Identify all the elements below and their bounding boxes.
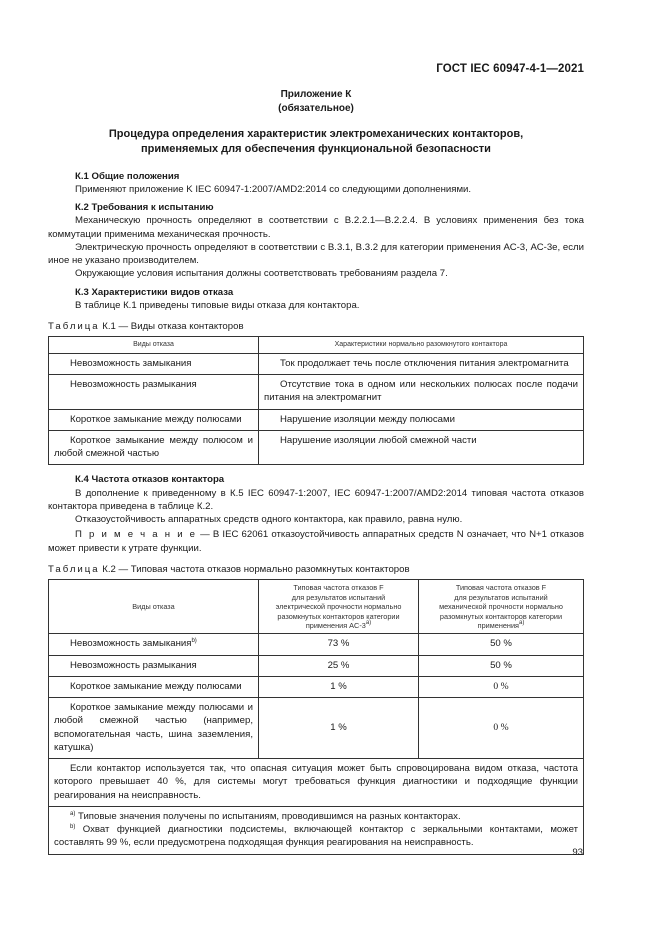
header-line: для результатов испытаний <box>454 592 548 602</box>
section-k3-paragraph: В таблице К.1 приведены типовые виды отказа для контактора. <box>75 299 360 311</box>
footnote-ref: a) <box>365 620 372 626</box>
section-k1-paragraph: Применяют приложение K IEC 60947-1:2007/AMD2:2014 со следующими дополнениями. <box>75 184 472 196</box>
header-line: применения$^{a)}$ <box>477 620 525 630</box>
table-cell <box>259 354 584 375</box>
table-k2-caption-text: К.2 — Типовая частота отказов нормально разомкнутых контакторов <box>102 563 410 575</box>
table-footnotes <box>49 806 584 854</box>
table-cell <box>49 354 259 375</box>
failure-mode: Короткое замыкание между полюсом и любой смежной частью <box>54 434 253 460</box>
annex-heading-line1: Процедура определения характеристик электромеханических контакторов, <box>108 128 524 140</box>
electrical-frequency: 1 % <box>259 676 419 697</box>
table-row <box>49 409 584 430</box>
table-footnotes-row <box>49 806 584 854</box>
failure-mode: Невозможность размыкания <box>70 659 197 671</box>
footnote-ref: b) <box>191 638 197 645</box>
mechanical-frequency: 50 % <box>419 634 584 655</box>
table-header-cell: Характеристики нормально разомкнутого контактора <box>259 337 584 354</box>
section-k4-note <box>48 528 584 554</box>
section-k4-paragraph-2: Отказоустойчивость аппаратных средств одного контактора, как правило, равна нулю. <box>75 514 463 526</box>
table-row <box>49 698 584 759</box>
annex-status: (обязательное) <box>278 102 354 114</box>
section-k1-title: К.1 Общие положения <box>75 170 180 182</box>
table-row <box>49 676 584 697</box>
header-line: механической прочности нормально <box>439 602 563 612</box>
table-row <box>49 655 584 676</box>
table-cell <box>49 409 259 430</box>
table-note: Если контактор используется так, что опасная ситуация может быть спровоцирована видом отказа, частота которого превышает 40 %, для системы могут требоваться функция диагностики и подходящие функции реагирования на неисправность. <box>49 759 584 807</box>
section-k2-paragraph-2: Электрическую прочность определяют в соответствии с В.3.1, В.3.2 для категории применения АС-3, АС-3е, если иное не указано производителем. <box>48 241 584 267</box>
table-k1-caption-label: Таблица <box>48 321 100 333</box>
table-header-cell: Виды отказа <box>49 337 259 354</box>
header-line: для результатов испытаний <box>291 592 386 602</box>
table-cell <box>49 655 259 676</box>
table-cell <box>49 430 259 464</box>
note-label: П р и м е ч а н и е <box>75 529 198 541</box>
standard-code: ГОСТ IEC 60947-4-1—2021 <box>436 63 584 75</box>
electrical-frequency: 1 % <box>259 698 419 759</box>
failure-mode: Невозможность размыкания <box>70 379 197 391</box>
failure-mode: Невозможность замыкания$^{b)}$ <box>70 638 197 650</box>
section-k4-title: К.4 Частота отказов контактора <box>75 474 225 486</box>
section-k2-paragraph-1: Механическую прочность определяют в соответствии с В.2.2.1—В.2.2.4. В условиях применения без тока коммутации применима механическая прочность. <box>48 215 584 240</box>
table-cell <box>259 430 584 464</box>
table-k1 <box>48 336 584 465</box>
table-cell <box>259 375 584 409</box>
footnote-b: $^{b)}$ Охват функцией диагностики подсистемы, включающей контактор с зеркальными контактами, может составлять 99 %, если предусмотрена подходящая функция реагирования на неисправность. <box>54 824 578 849</box>
section-k4-paragraph-1: В дополнение к приведенному в К.5 IEC 60947-1:2007, IEC 60947-1:2007/AMD2:2014 типовая частота отказов контактора приведена в таблице К.2. <box>48 487 584 512</box>
table-header-cell-electrical <box>259 580 419 634</box>
table-k2-caption <box>48 563 584 576</box>
table-cell <box>49 634 259 655</box>
failure-characteristic: Нарушение изоляции между полюсами <box>280 413 455 425</box>
table-k2 <box>48 579 584 854</box>
table-k1-caption <box>48 320 584 333</box>
page-content <box>48 88 584 855</box>
failure-mode: Короткое замыкание между полюсами <box>70 680 242 692</box>
failure-characteristic: Ток продолжает течь после отключения питания электромагнита <box>280 358 569 370</box>
header-line: электрической прочности нормально <box>275 602 402 612</box>
table-k1-caption-text: К.1 — Виды отказа контакторов <box>102 321 244 333</box>
table-row <box>49 430 584 464</box>
table-note-row <box>49 759 584 807</box>
failure-characteristic: Нарушение изоляции любой смежной части <box>280 434 477 446</box>
table-cell <box>49 698 259 759</box>
section-k2-paragraph-3: Окружающие условия испытания должны соответствовать требованиям раздела 7. <box>75 268 448 280</box>
section-k3-title: К.3 Характеристики видов отказа <box>75 286 234 298</box>
failure-mode: Короткое замыкание между полюсами <box>70 413 242 425</box>
table-header-row <box>49 580 584 634</box>
mechanical-frequency: 50 % <box>419 655 584 676</box>
table-cell <box>49 676 259 697</box>
annex-heading <box>48 127 584 158</box>
electrical-frequency: 73 % <box>259 634 419 655</box>
table-header-cell: Виды отказа <box>49 580 259 634</box>
table-header-row <box>49 337 584 354</box>
failure-mode: Невозможность замыкания <box>70 358 192 370</box>
table-row <box>49 375 584 409</box>
header-line: Типовая частота отказов F <box>293 583 384 593</box>
annex-heading-line2: применяемых для обеспечения функциональной безопасности <box>141 143 491 156</box>
failure-characteristic: Отсутствие тока в одном или нескольких полюсах после подачи питания на электромагнит <box>264 379 578 404</box>
table-row <box>49 354 584 375</box>
page-number: 93 <box>572 847 583 858</box>
table-cell <box>49 375 259 409</box>
annex-title: Приложение К <box>280 89 352 100</box>
note-text: — В IEC 62061 отказоустойчивость аппаратных средств N означает, что N+1 отказов может привести к утрате функции. <box>48 529 584 554</box>
section-k2-title: К.2 Требования к испытанию <box>75 202 214 214</box>
header-line: разомкнутых контакторов категории <box>439 611 563 621</box>
header-line: разомкнутых контакторов категории <box>277 611 400 621</box>
mechanical-frequency: 0 % <box>419 676 584 697</box>
mechanical-frequency: 0 % <box>419 698 584 759</box>
electrical-frequency: 25 % <box>259 655 419 676</box>
table-row <box>49 634 584 655</box>
table-k2-caption-label: Таблица <box>48 563 100 575</box>
table-cell <box>259 409 584 430</box>
failure-mode: Короткое замыкание между полюсами и любой смежной частью (например, вспомогательная часть, шина заземления, катушка) <box>54 702 253 753</box>
header-line: применения AC-3$^{a)}$ <box>305 620 372 630</box>
table-header-cell-mechanical <box>419 580 584 634</box>
header-line: Типовая частота отказов F <box>455 583 547 593</box>
footnote-a: $^{a)}$ Типовые значения получены по испытаниям, проводившимся на разных контакторах. <box>70 810 461 822</box>
footnote-ref: a) <box>518 620 525 626</box>
